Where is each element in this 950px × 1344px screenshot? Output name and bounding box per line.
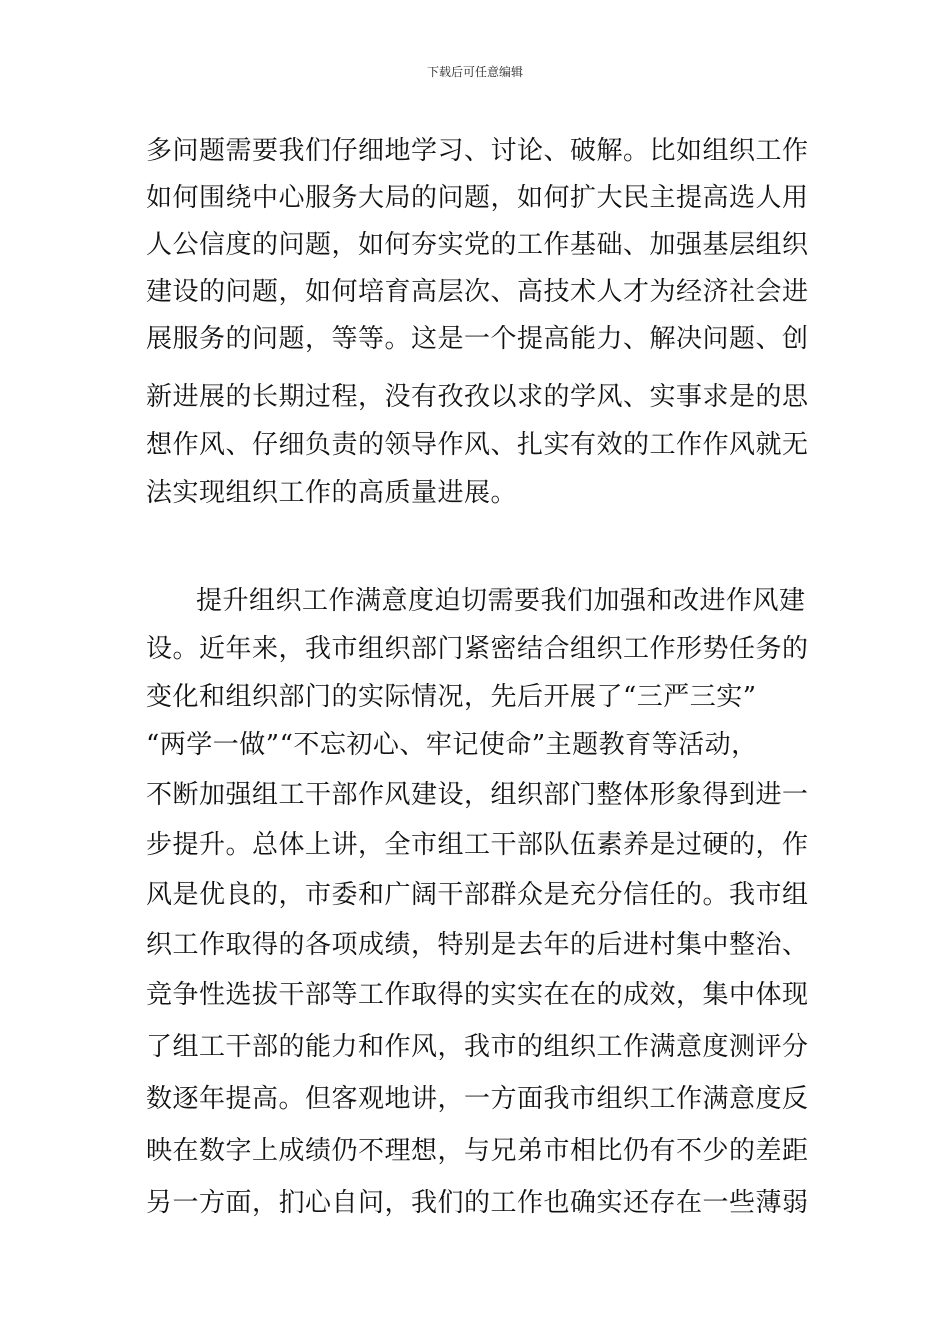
paragraph-line: 风是优良的，市委和广阔干部群众是充分信任的。我市组 [146, 880, 809, 910]
paragraph-line: “两学一做”“不忘初心、牢记使命”主题教育等活动， [146, 730, 758, 760]
paragraph-line: 映在数字上成绩仍不理想，与兄弟市相比仍有不少的差距 [146, 1136, 809, 1166]
page-header: 下载后可任意编辑 [426, 65, 523, 79]
paragraph-line: 新进展的长期过程，没有孜孜以求的学风、实事求是的思 [146, 382, 809, 412]
paragraph-line: 展服务的问题，等等。这是一个提高能力、解决问题、创 [146, 324, 809, 354]
paragraph-line: 织工作取得的各项成绩，特别是去年的后进村集中整治、 [146, 930, 809, 960]
paragraph-line: 不断加强组工干部作风建设，组织部门整体形象得到进一 [146, 780, 809, 810]
paragraph-line: 法实现组织工作的高质量进展。 [146, 478, 518, 508]
paragraph-line: 提升组织工作满意度迫切需要我们加强和改进作风建 [196, 586, 806, 616]
paragraph-line: 另一方面，扪心自问，我们的工作也确实还存在一些薄弱 [146, 1188, 809, 1218]
paragraph-line: 想作风、仔细负责的领导作风、扎实有效的工作作风就无 [146, 430, 809, 460]
paragraph-line: 了组工干部的能力和作风，我市的组织工作满意度测评分 [146, 1032, 809, 1062]
paragraph-line: 步提升。总体上讲，全市组工干部队伍素养是过硬的，作 [146, 830, 809, 860]
paragraph-line: 人公信度的问题，如何夯实党的工作基础、加强基层组织 [146, 230, 809, 260]
paragraph-line: 数逐年提高。但客观地讲，一方面我市组织工作满意度反 [146, 1084, 809, 1114]
paragraph-line: 建设的问题，如何培育高层次、高技术人才为经济社会进 [146, 277, 809, 307]
paragraph-line: 如何围绕中心服务大局的问题，如何扩大民主提高选人用 [146, 183, 809, 213]
paragraph-line: 多问题需要我们仔细地学习、讨论、破解。比如组织工作 [146, 136, 809, 166]
paragraph-line: 变化和组织部门的实际情况，先后开展了“三严三实” [146, 682, 757, 712]
paragraph-line: 设。近年来，我市组织部门紧密结合组织工作形势任务的 [146, 634, 809, 664]
paragraph-line: 竞争性选拔干部等工作取得的实实在在的成效，集中体现 [146, 980, 809, 1010]
